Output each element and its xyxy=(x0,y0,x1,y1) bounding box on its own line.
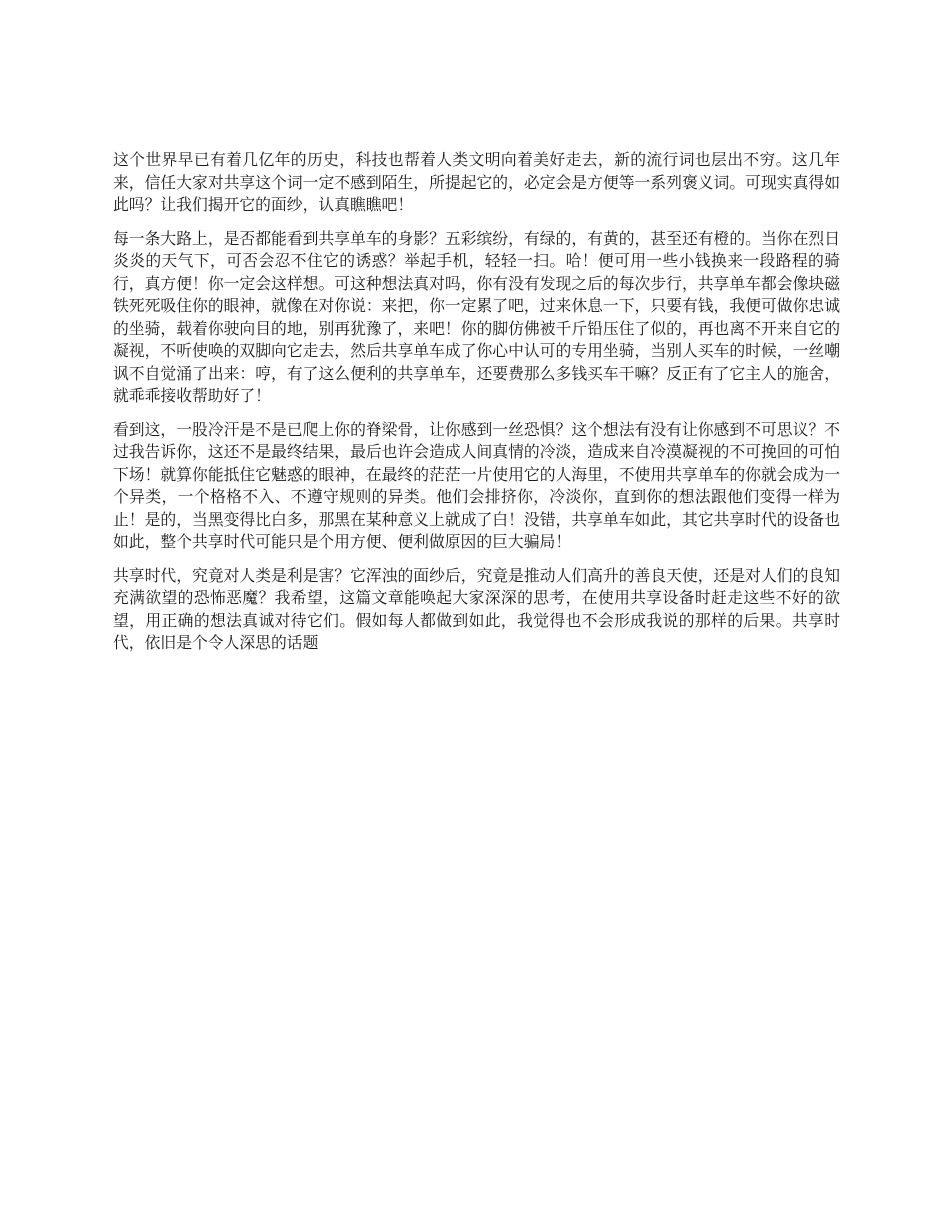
paragraph-intro: 这个世界早已有着几亿年的历史，科技也帮着人类文明向着美好走去，新的流行词也层出不穷。这几年来，信任大家对共享这个词一定不感到陌生，所提起它的，必定会是方便等一系列褒义词。可现实真得如此吗？让我们揭开它的面纱，认真瞧瞧吧！ xyxy=(113,150,840,214)
paragraph-conclusion: 共享时代，究竟对人类是利是害？它浑浊的面纱后，究竟是推动人们高升的善良天使，还是对人们的良知充满欲望的恐怖恶魔？我希望，这篇文章能唤起大家深深的思考，在使用共享设备时赶走这些不好的欲望，用正确的想法真诚对待它们。假如每人都做到如此，我觉得也不会形成我说的那样的后果。共享时代，依旧是个令人深思的话题 xyxy=(113,565,840,652)
document-body xyxy=(113,149,840,666)
paragraph-consequences: 看到这，一股冷汗是不是已爬上你的脊梁骨，让你感到一丝恐惧？这个想法有没有让你感到不可思议？不过我告诉你，这还不是最终结果，最后也许会造成人间真情的冷淡，造成来自冷漠凝视的不可挽回的可怕下场！就算你能抵住它魅惑的眼神，在最终的茫茫一片使用它的人海里，不使用共享单车的你就会成为一个异类，一个格格不入、不遵守规则的异类。他们会排挤你，冷淡你，直到你的想法跟他们变得一样为止！是的，当黑变得比白多，那黑在某种意义上就成了白！没错，共享单车如此，其它共享时代的设备也如此，整个共享时代可能只是个用方便、便利做原因的巨大骗局！ xyxy=(113,419,840,551)
paragraph-bike-temptation: 每一条大路上，是否都能看到共享单车的身影？五彩缤纷，有绿的，有黄的，甚至还有橙的。当你在烈日炎炎的天气下，可否会忍不住它的诱惑？举起手机，轻轻一扫。哈！便可用一些小钱换来一段路程的骑行，真方便！你一定会这样想。可这种想法真对吗，你有没有发现之后的每次步行，共享单车都会像块磁铁死死吸住你的眼神，就像在对你说：来把，你一定累了吧，过来休息一下，只要有钱，我便可做你忠诚的坐骑，载着你驶向目的地，别再犹豫了，来吧！你的脚仿佛被千斤铅压住了似的，再也离不开来自它的凝视，不听使唤的双脚向它走去，然后共享单车成了你心中认可的专用坐骑，当别人买车的时候，一丝嘲讽不自觉涌了出来：哼，有了这么便利的共享单车，还要费那么多钱买车干嘛？反正有了它主人的施舍，就乖乖接收帮助好了！ xyxy=(113,228,840,405)
